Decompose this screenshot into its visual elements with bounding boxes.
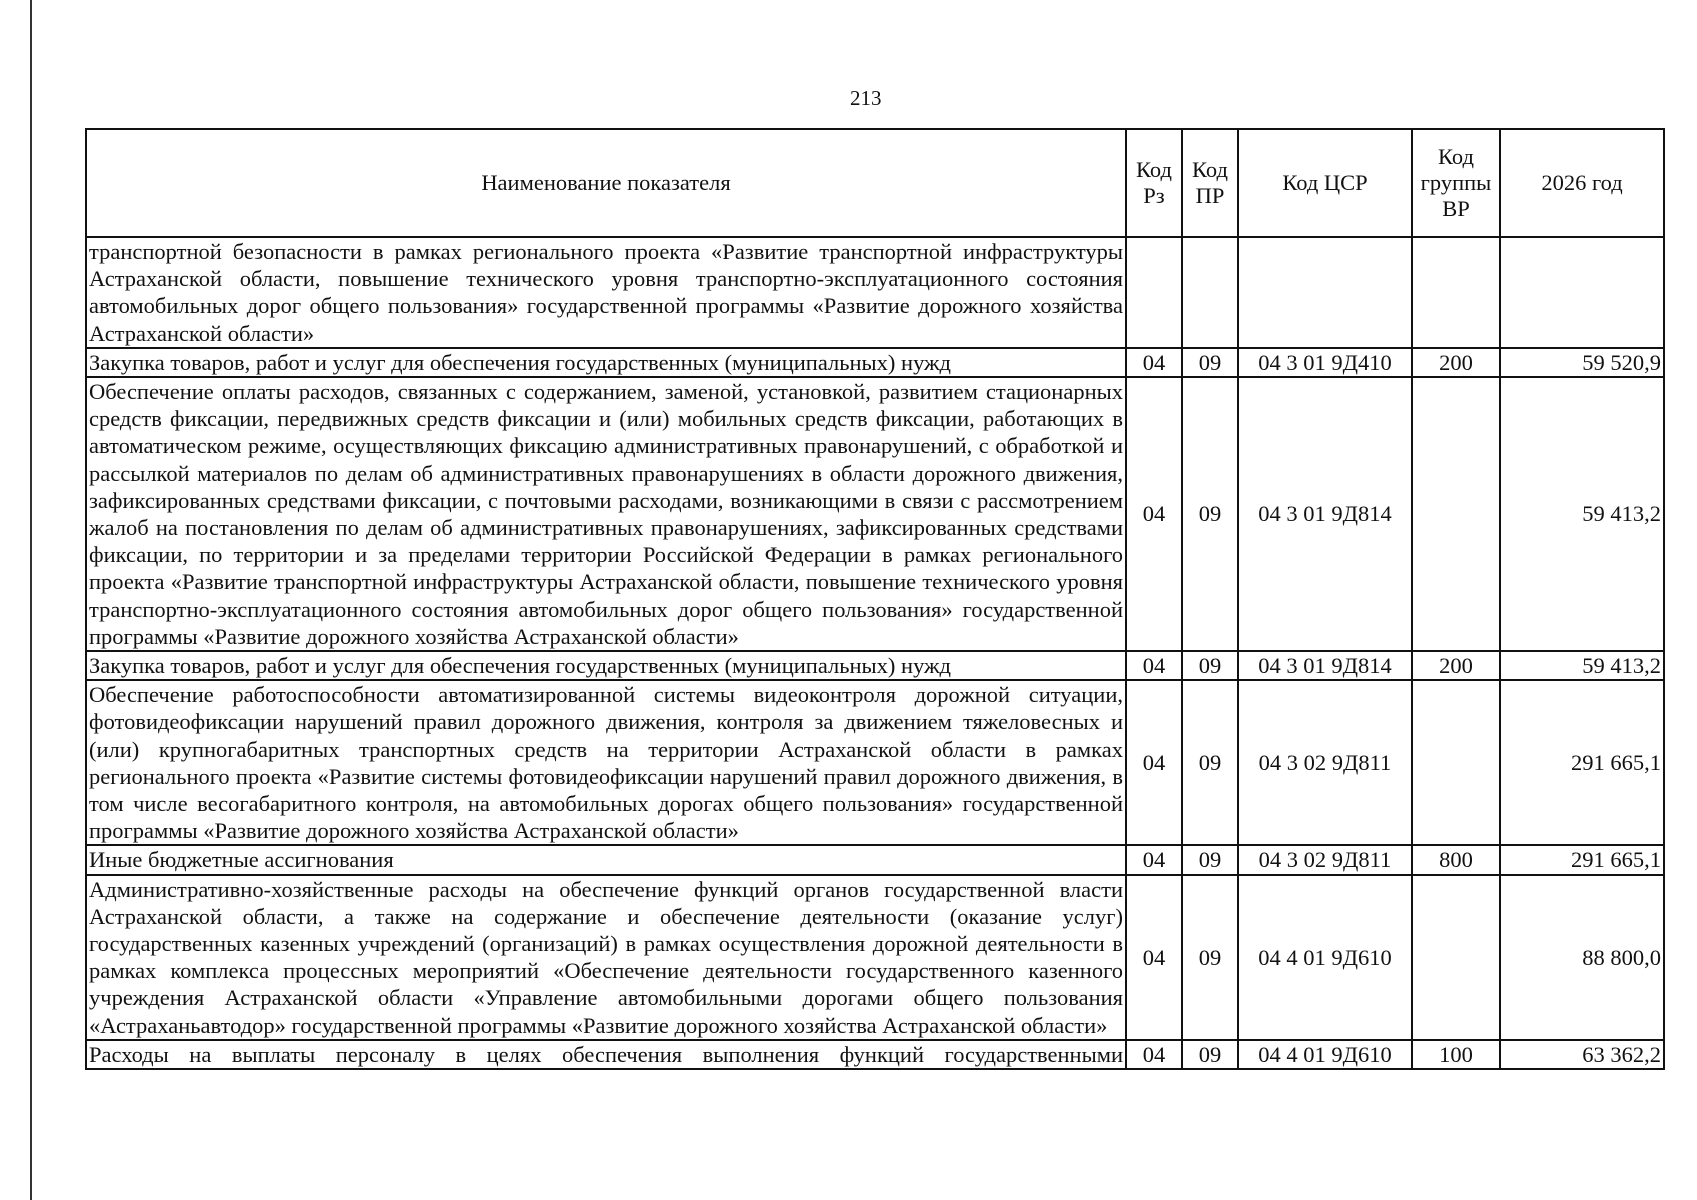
row-rz: 04 [1126, 348, 1182, 377]
header-csr: Код ЦСР [1238, 129, 1412, 237]
row-vr [1412, 680, 1500, 845]
row-rz [1126, 237, 1182, 348]
row-rz: 04 [1126, 651, 1182, 680]
table-row [86, 680, 1664, 845]
row-name: Иные бюджетные ассигнования [86, 845, 1126, 874]
row-name: Закупка товаров, работ и услуг для обеспечения государственных (муниципальных) нужд [86, 651, 1126, 680]
row-vr: 200 [1412, 348, 1500, 377]
row-vr [1412, 875, 1500, 1040]
row-sum: 63 362,2 [1500, 1040, 1664, 1069]
row-vr: 100 [1412, 1040, 1500, 1069]
row-pr: 09 [1182, 845, 1238, 874]
table-row [86, 237, 1664, 348]
row-vr: 800 [1412, 845, 1500, 874]
row-rz: 04 [1126, 680, 1182, 845]
row-vr: 200 [1412, 651, 1500, 680]
table-row [86, 377, 1664, 651]
row-rz: 04 [1126, 875, 1182, 1040]
page-number: 213 [850, 86, 882, 110]
row-csr: 04 4 01 9Д610 [1238, 875, 1412, 1040]
row-name: транспортной безопасности в рамках регионального проекта «Развитие транспортной инфраструктуры Астраханской области, повышение технического уровня транспортно-эксплуатационного состояния автомобильных дорог общего пользования» государственной программы «Развитие дорожного хозяйства Астраханской области» [86, 237, 1126, 348]
row-name: Закупка товаров, работ и услуг для обеспечения государственных (муниципальных) нужд [86, 348, 1126, 377]
table-row [86, 1040, 1664, 1069]
table-header-row [86, 129, 1664, 237]
row-rz: 04 [1126, 377, 1182, 651]
row-vr [1412, 377, 1500, 651]
row-csr [1238, 237, 1412, 348]
row-csr: 04 4 01 9Д610 [1238, 1040, 1412, 1069]
row-rz: 04 [1126, 1040, 1182, 1069]
header-year: 2026 год [1500, 129, 1664, 237]
row-sum: 59 413,2 [1500, 377, 1664, 651]
row-pr: 09 [1182, 680, 1238, 845]
row-csr: 04 3 01 9Д814 [1238, 377, 1412, 651]
row-pr [1182, 237, 1238, 348]
row-rz: 04 [1126, 845, 1182, 874]
row-vr [1412, 237, 1500, 348]
row-csr: 04 3 01 9Д410 [1238, 348, 1412, 377]
row-sum: 59 520,9 [1500, 348, 1664, 377]
table-row [86, 845, 1664, 874]
binding-margin-line [30, 0, 32, 1200]
header-rz: Код Рз [1126, 129, 1182, 237]
row-csr: 04 3 02 9Д811 [1238, 680, 1412, 845]
row-sum [1500, 237, 1664, 348]
table-row [86, 875, 1664, 1040]
row-sum: 59 413,2 [1500, 651, 1664, 680]
header-pr: Код ПР [1182, 129, 1238, 237]
row-name: Обеспечение оплаты расходов, связанных с содержанием, заменой, установкой, развитием стационарных средств фиксации, передвижных средств фиксации и (или) мобильных средств фиксации, работающих в автоматическом режиме, осуществляющих фиксацию административных правонарушений, с обработкой и рассылкой материалов по делам об административных правонарушениях в области дорожного движения, зафиксированных средствами фиксации, с почтовыми расходами, возникающими в связи с рассмотрением жалоб на постановления по делам об административных правонарушениях, зафиксированных средствами фиксации, по территории и за пределами территории Российской Федерации в рамках регионального проекта «Развитие транспортной инфраструктуры Астраханской области, повышение технического уровня транспортно-эксплуатационного состояния автомобильных дорог общего пользования» государственной программы «Развитие дорожного хозяйства Астраханской области» [86, 377, 1126, 651]
row-pr: 09 [1182, 651, 1238, 680]
row-pr: 09 [1182, 875, 1238, 1040]
row-name: Обеспечение работоспособности автоматизированной системы видеоконтроля дорожной ситуации, фотовидеофиксации нарушений правил дорожного движения, контроля за движением тяжеловесных и (или) крупногабаритных транспортных средств на территории Астраханской области в рамках регионального проекта «Развитие системы фотовидеофиксации нарушений правил дорожного движения, в том числе весогабаритного контроля, на автомобильных дорогах общего пользования» государственной программы «Развитие дорожного хозяйства Астраханской области» [86, 680, 1126, 845]
row-csr: 04 3 02 9Д811 [1238, 845, 1412, 874]
row-sum: 88 800,0 [1500, 875, 1664, 1040]
row-sum: 291 665,1 [1500, 845, 1664, 874]
table-row [86, 348, 1664, 377]
header-vr: Код группы ВР [1412, 129, 1500, 237]
row-pr: 09 [1182, 377, 1238, 651]
row-name: Расходы на выплаты персоналу в целях обеспечения выполнения функций государственными [86, 1040, 1126, 1069]
row-pr: 09 [1182, 1040, 1238, 1069]
row-pr: 09 [1182, 348, 1238, 377]
header-name: Наименование показателя [86, 129, 1126, 237]
budget-table [85, 128, 1665, 1070]
row-sum: 291 665,1 [1500, 680, 1664, 845]
row-name: Административно-хозяйственные расходы на обеспечение функций органов государственной власти Астраханской области, а также на содержание и обеспечение деятельности (оказание услуг) государственных казенных учреждений (организаций) в рамках осуществления дорожной деятельности в рамках комплекса процессных мероприятий «Обеспечение деятельности государственного казенного учреждения Астраханской области «Управление автомобильными дорогами общего пользования «Астраханьавтодор» государственной программы «Развитие дорожного хозяйства Астраханской области» [86, 875, 1126, 1040]
row-csr: 04 3 01 9Д814 [1238, 651, 1412, 680]
table-row [86, 651, 1664, 680]
